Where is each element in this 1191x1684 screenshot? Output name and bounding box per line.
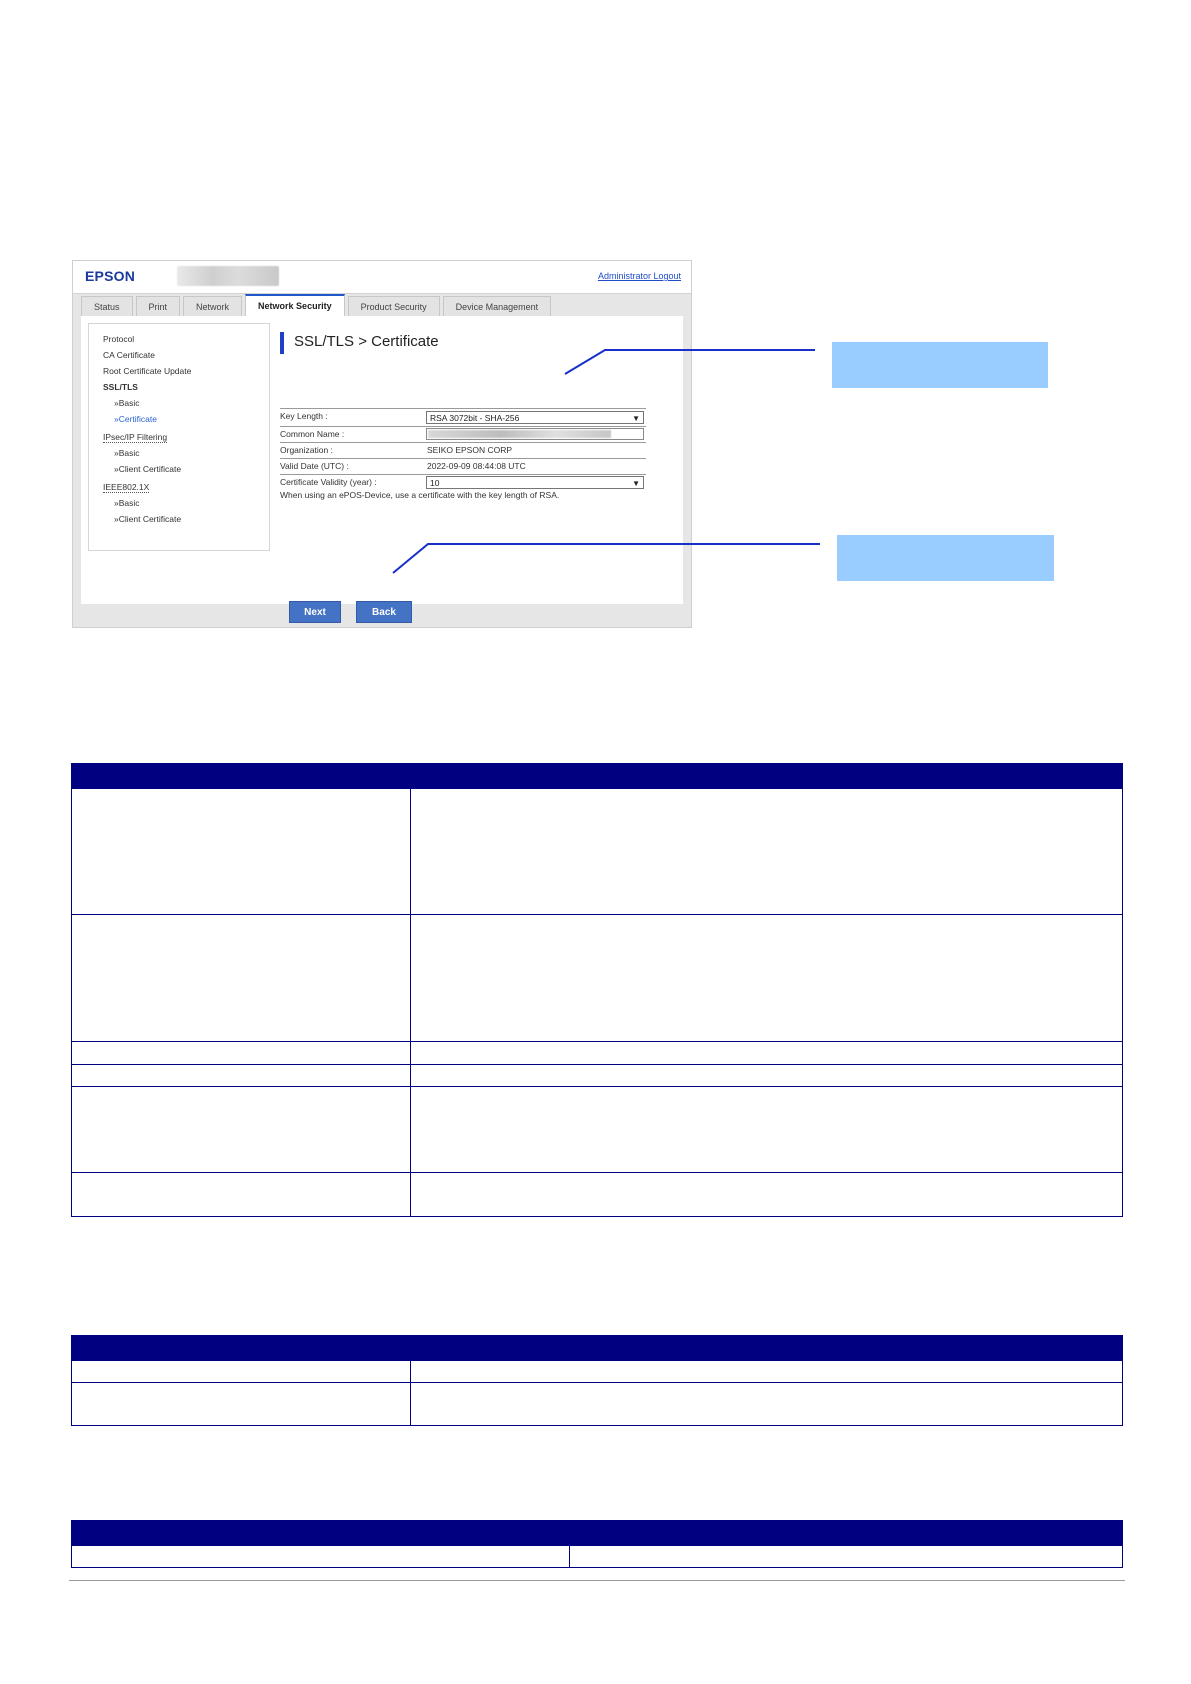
epson-logo: EPSON [85, 268, 136, 284]
table-header-row [72, 1336, 1123, 1361]
table-cell [410, 1065, 1122, 1087]
buttons-table [71, 1335, 1123, 1426]
chevron-down-icon: ▼ [632, 414, 640, 423]
key-length-label: Key Length : [280, 411, 328, 421]
web-config-content [81, 316, 683, 618]
chevron-down-icon: ▼ [632, 479, 640, 488]
table-cell [410, 1042, 1122, 1065]
sidebar-heading-ipsec[interactable]: IPsec/IP Filtering [103, 432, 168, 442]
valid-date-value: 2022-09-09 08:44:08 UTC [427, 461, 526, 471]
table-row [72, 1173, 1123, 1217]
sidebar-heading-ssl-tls[interactable]: SSL/TLS [103, 382, 138, 392]
tab-print[interactable]: Print [136, 296, 181, 316]
table-row [72, 915, 1123, 1042]
sidebar [88, 323, 270, 551]
table-header-cell [410, 1336, 1122, 1361]
table-header-cell [569, 1521, 1122, 1546]
tab-device-management[interactable]: Device Management [443, 296, 552, 316]
web-config-header [73, 261, 691, 294]
rsa-note: When using an ePOS-Device, use a certificate with the key length of RSA. [280, 490, 560, 500]
table-row [72, 1361, 1123, 1383]
footer-divider [69, 1580, 1125, 1581]
sidebar-item-ssl-certificate[interactable]: »Certificate [114, 414, 157, 424]
table-row [72, 1087, 1123, 1173]
form-divider [280, 458, 646, 459]
table-cell [569, 1546, 1122, 1568]
table-header-cell [410, 764, 1122, 789]
web-config-screenshot [72, 260, 692, 628]
tab-network-security[interactable]: Network Security [245, 294, 345, 316]
tab-status[interactable]: Status [81, 296, 133, 316]
sidebar-heading-ieee8021x[interactable]: IEEE802.1X [103, 482, 150, 492]
table-cell [72, 1065, 411, 1087]
title-accent-bar [280, 332, 284, 354]
table-cell [72, 1087, 411, 1173]
key-length-callout [832, 342, 1048, 388]
sidebar-item-ca-certificate[interactable]: CA Certificate [103, 350, 155, 360]
settings-table [71, 763, 1123, 1217]
back-button[interactable]: Back [356, 601, 412, 623]
common-name-label: Common Name : [280, 429, 345, 439]
form-divider [280, 408, 646, 409]
next-button[interactable]: Next [289, 601, 341, 623]
sidebar-item-ipsec-basic[interactable]: »Basic [114, 448, 140, 458]
common-name-input[interactable] [426, 428, 644, 440]
table-cell [410, 1173, 1122, 1217]
form-divider [280, 474, 646, 475]
table-cell [410, 1087, 1122, 1173]
sidebar-item-ieee-basic[interactable]: »Basic [114, 498, 140, 508]
valid-date-label: Valid Date (UTC) : [280, 461, 349, 471]
key-length-select[interactable] [426, 411, 644, 424]
table-cell [72, 915, 411, 1042]
tab-product-security[interactable]: Product Security [348, 296, 440, 316]
table-cell [72, 1042, 411, 1065]
table-cell [72, 1546, 570, 1568]
tab-network[interactable]: Network [183, 296, 242, 316]
key-length-value: RSA 3072bit - SHA-256 [430, 413, 520, 423]
blurred-printer-name [177, 266, 279, 286]
table-cell [72, 1383, 411, 1426]
table-row [72, 1383, 1123, 1426]
table-cell [72, 789, 411, 915]
back-button-callout [837, 535, 1054, 581]
table-header-row [72, 764, 1123, 789]
table-header-cell [72, 764, 411, 789]
table-cell [72, 1173, 411, 1217]
table-cell [72, 1361, 411, 1383]
certificate-validity-value: 10 [430, 478, 440, 488]
table-header-row [72, 1521, 1123, 1546]
sidebar-item-ipsec-client-certificate[interactable]: »Client Certificate [114, 464, 182, 474]
page-title: SSL/TLS > Certificate [294, 333, 439, 350]
table-header-cell [72, 1521, 570, 1546]
sidebar-item-protocol[interactable]: Protocol [103, 334, 135, 344]
blurred-common-name [428, 430, 611, 438]
sidebar-item-root-certificate-update[interactable]: Root Certificate Update [103, 366, 192, 376]
table-row [72, 1065, 1123, 1087]
main-tabs [81, 296, 554, 316]
organization-value: SEIKO EPSON CORP [427, 445, 513, 455]
table-row [72, 1042, 1123, 1065]
sidebar-item-ieee-client-certificate[interactable]: »Client Certificate [114, 514, 182, 524]
form-divider [280, 442, 646, 443]
table-header-cell [72, 1336, 411, 1361]
table-row [72, 1546, 1123, 1568]
table-row [72, 789, 1123, 915]
certificate-validity-select[interactable] [426, 476, 644, 489]
organization-label: Organization : [280, 445, 333, 455]
table-cell [410, 1361, 1122, 1383]
certificate-validity-label: Certificate Validity (year) : [280, 477, 377, 487]
related-table [71, 1520, 1123, 1568]
form-divider [280, 426, 646, 427]
sidebar-item-ssl-basic[interactable]: »Basic [114, 398, 140, 408]
table-cell [410, 1383, 1122, 1426]
table-cell [410, 915, 1122, 1042]
administrator-logout-link[interactable]: Administrator Logout [597, 271, 681, 281]
table-cell [410, 789, 1122, 915]
